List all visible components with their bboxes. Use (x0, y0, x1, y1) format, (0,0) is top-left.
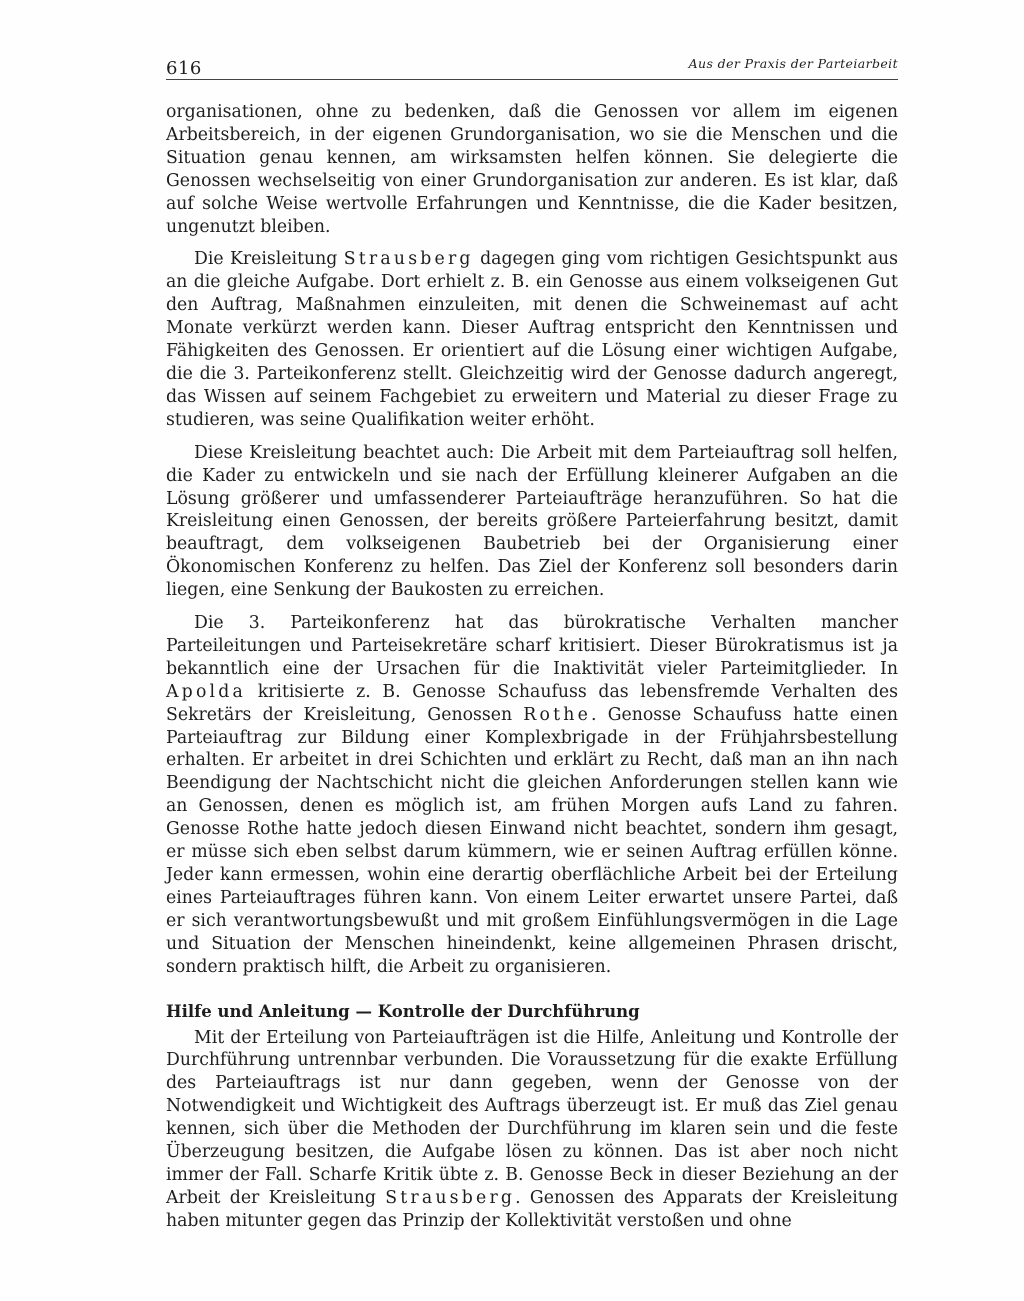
paragraph-2-text-b: dagegen ging vom richtigen Gesichtspunkt aus an die gleiche Aufgabe. Dort erhielt z. B. ein Genosse aus einem volkseigenen Gut den Auftrag, Maßnahmen einzuleiten, mit denen die Schweinemast auf acht Monate verkürzt werden kann. Dieser Auftrag entspricht den Kenntnissen und Fähigkeiten des Genossen. Er orientiert auf die Lösung einer wichtigen Aufgabe, die die 3. Parteikonferenz stellt. Gleichzeitig wird der Genosse dadurch angeregt, das Wissen auf seinem Fachgebiet zu erweitern und Material zu dieser Frage zu studieren, was seine Qualifikation weiter erhöht. (166, 249, 899, 430)
paragraph-1: organisationen, ohne zu bedenken, daß die Genossen vor allem im eigenen Arbeitsbereich, in der eigenen Grundorganisation, wo sie die Menschen und die Situation genau kennen, am wirksamsten helfen können. Sie delegierte die Genossen wechselseitig von einer Grundorganisation zur anderen. Es ist klar, daß auf solche Weise wertvolle Erfahrungen und Kenntnisse, die die Kader besitzen, ungenutzt bleiben. (166, 102, 898, 237)
paragraph-4-text-b: kritisierte z. B. Genosse Schaufuss das lebensfremde Verhalten des Sekretärs der Kreisleitung, Genossen (166, 681, 898, 725)
place-name-strausberg: Strausberg (343, 249, 474, 270)
person-name-rothe: Rothe (523, 704, 591, 725)
body-text (166, 101, 898, 1243)
section-paragraph-text-a: Mit der Erteilung von Parteiaufträgen ist die Hilfe, Anleitung und Kontrolle der Durchführung untrennbar verbunden. Die Voraussetzung für die exakte Erfüllung des Parteiauftrags ist nur dann gegeben, wenn der Genosse von der Notwendigkeit und Wichtigkeit des Auftrags überzeugt ist. Er muß das Ziel genau kennen, sich über die Methoden der Durchführung im klaren sein und die feste Überzeugung besitzen, die Aufgabe lösen zu können. Das ist aber noch nicht immer der Fall. Scharfe Kritik übte z. B. Genosse Beck in dieser Beziehung an der Arbeit der Kreisleitung (166, 1027, 898, 1208)
paragraph-2-text-a: Die Kreisleitung (194, 249, 344, 270)
paragraph-3: Diese Kreisleitung beachtet auch: Die Arbeit mit dem Parteiauftrag soll helfen, die Kader zu entwickeln und sie nach der Erfüllung kleinerer Aufgaben an die Lösung größerer und umfassenderer Parteiaufträge heranzuführen. So hat die Kreisleitung einen Genossen, der bereits größere Parteierfahrung besitzt, damit beauftragt, dem volkseigenen Baubetrieb bei der Organisierung einer Ökonomischen Konferenz zu helfen. Das Ziel der Konferenz soll besonders darin liegen, eine Senkung der Baukosten zu erreichen. (166, 442, 898, 601)
running-head: Aus der Praxis der Parteiarbeit (688, 56, 898, 71)
place-name-strausberg-2: Strausberg (385, 1187, 516, 1208)
paragraph-4-text-a: Die 3. Parteikonferenz hat das bürokratische Verhalten mancher Parteileitungen und Parteisekretäre scharf kritisiert. Dieser Bürokratismus ist ja bekanntlich eine der Ursachen für die Inaktivität vieler Parteimitglieder. In (166, 613, 898, 679)
paragraph-4-text-c: . Genosse Schaufuss hatte einen Parteiauftrag zur Bildung einer Komplexbrigade in der Frühjahrsbestellung erhalten. Er arbeitet in drei Schichten und erklärt zu Recht, daß man an ihn nach Beendigung der Nachtschicht nicht die gleichen Anforderungen stellen kann wie an Genossen, denen es möglich ist, am frühen Morgen aufs Land zu fahren. Genosse Rothe hatte jedoch diesen Einwand nicht beachtet, sondern ihm gesagt, er müsse sich eben selbst darum kümmern, wie er seinen Auftrag erfüllen könne. Jeder kann ermessen, wohin eine derartig oberflächliche Arbeit bei der Erteilung eines Parteiauftrages führen kann. Von einem Leiter erwartet unsere Partei, daß er sich verantwortungsbewußt und mit großem Einfühlungsvermögen in die Lage und Situation der Menschen hineindenkt, keine allgemeinen Phrasen drischt, sondern praktisch hilft, die Arbeit zu organisieren. (166, 704, 898, 977)
header-rule (166, 79, 898, 80)
page-header (166, 52, 898, 80)
section-heading: Hilfe und Anleitung — Kontrolle der Durchführung (166, 1001, 640, 1021)
place-name-apolda: Apolda (166, 681, 247, 702)
section-paragraph-text-b: . Genossen des Apparats der Kreisleitung haben mitunter gegen das Prinzip der Kollektivität verstoßen und ohne (166, 1187, 899, 1231)
page-number: 616 (166, 58, 202, 79)
paragraph-2 (166, 248, 898, 431)
paragraph-4 (166, 612, 898, 979)
section-paragraph-1 (166, 1027, 898, 1233)
